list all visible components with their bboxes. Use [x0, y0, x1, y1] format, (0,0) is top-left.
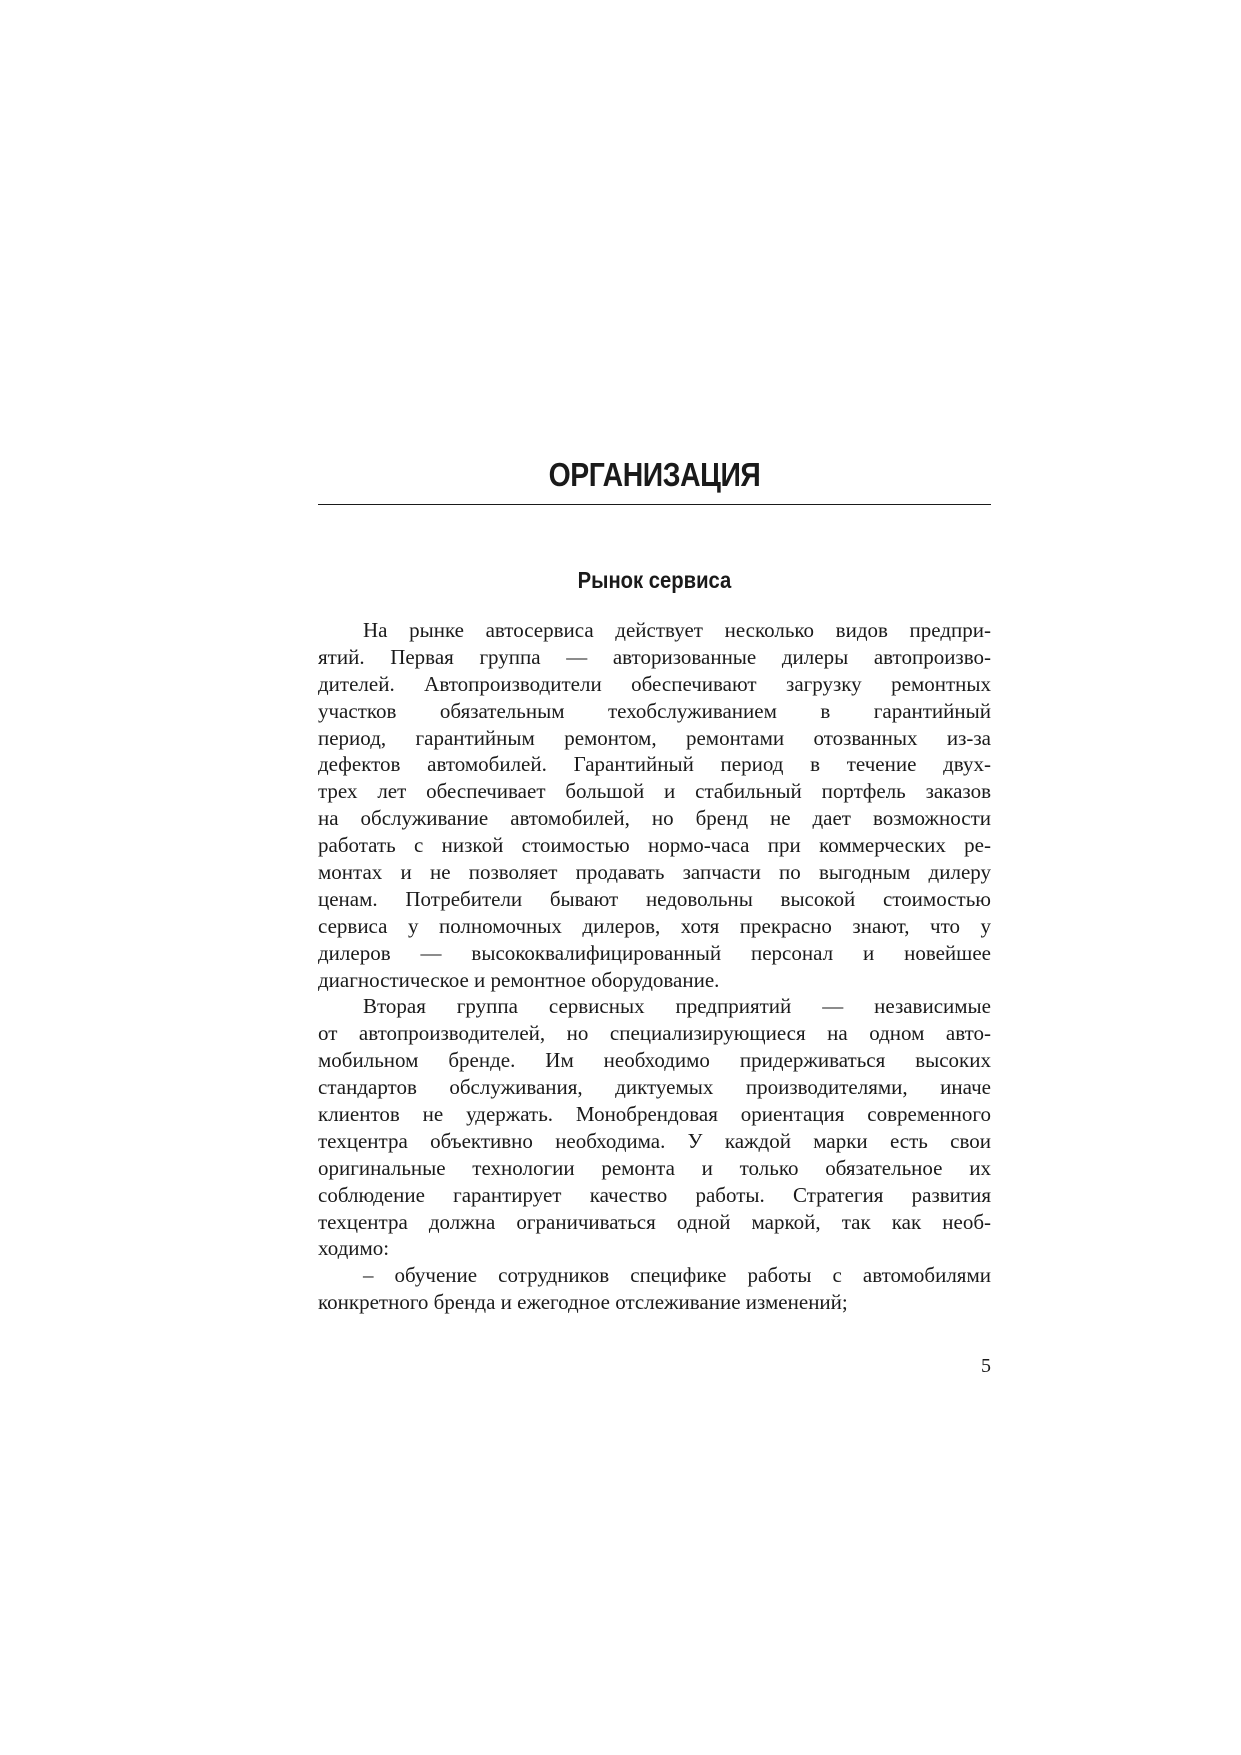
paragraph-1-line: диагностическое и ремонтное оборудование. — [318, 967, 720, 992]
paragraph-1-line: дефектов автомобилей. Гарантийный период в течение двух- — [318, 752, 991, 777]
section-title: Рынок сервиса — [577, 567, 732, 593]
paragraph-1-line: сервиса у полномочных дилеров, хотя прекрасно знают, что у — [318, 913, 991, 938]
list-item-line: конкретного бренда и ежегодное отслеживание изменений; — [318, 1290, 848, 1315]
paragraph-2-line: стандартов обслуживания, диктуемых производителями, иначе — [318, 1075, 991, 1100]
chapter-title-rule — [318, 504, 991, 505]
page-number: 5 — [981, 1355, 991, 1377]
paragraph-1-line: трех лет обеспечивает большой и стабильный портфель заказов — [318, 779, 991, 804]
paragraph-1-line: период, гарантийным ремонтом, ремонтами отозванных из-за — [318, 725, 991, 750]
paragraph-1-line: на обслуживание автомобилей, но бренд не дает возможности — [318, 806, 991, 831]
paragraph-2-line: техцентра должна ограничиваться одной маркой, так как необ- — [318, 1209, 991, 1234]
paragraph-1-line: На рынке автосервиса действует несколько видов предпри- — [363, 618, 991, 642]
paragraph-1-line: дителей. Автопроизводители обеспечивают загрузку ремонтных — [318, 671, 991, 696]
paragraph-2-line: ходимо: — [318, 1236, 390, 1261]
paragraph-1-line: ценам. Потребители бывают недовольны высокой стоимостью — [318, 886, 991, 911]
paragraph-2-line: соблюдение гарантирует качество работы. Стратегия развития — [318, 1182, 991, 1207]
paragraph-1-line: работать с низкой стоимостью нормо-часа при коммерческих ре- — [318, 833, 991, 858]
paragraph-2-line: техцентра объективно необходима. У каждой марки есть свои — [318, 1128, 991, 1153]
paragraph-1-line: дилеров — высококвалифицированный персонал и новейшее — [318, 940, 991, 965]
paragraph-2-line: мобильном бренде. Им необходимо придерживаться высоких — [318, 1048, 991, 1073]
paragraph-2-line: Вторая группа сервисных предприятий — независимые — [363, 994, 991, 1019]
paragraph-2-line: от автопроизводителей, но специализирующиеся на одном авто- — [318, 1021, 991, 1046]
paragraph-1-line: ятий. Первая группа — авторизованные дилеры автопроизво- — [318, 644, 991, 669]
chapter-title: ОРГАНИЗАЦИЯ — [548, 456, 761, 493]
paragraph-1-line: участков обязательным техобслуживанием в гарантийный — [318, 698, 991, 723]
paragraph-2-line: оригинальные технологии ремонта и только обязательное их — [318, 1155, 991, 1180]
paragraph-2-line: клиентов не удержать. Монобрендовая ориентация современного — [318, 1102, 991, 1127]
body-text — [318, 617, 991, 1316]
paragraph-1-line: монтах и не позволяет продавать запчасти по выгодным дилеру — [318, 860, 991, 885]
list-item-line: – обучение сотрудников специфике работы с автомобилями — [363, 1263, 991, 1288]
